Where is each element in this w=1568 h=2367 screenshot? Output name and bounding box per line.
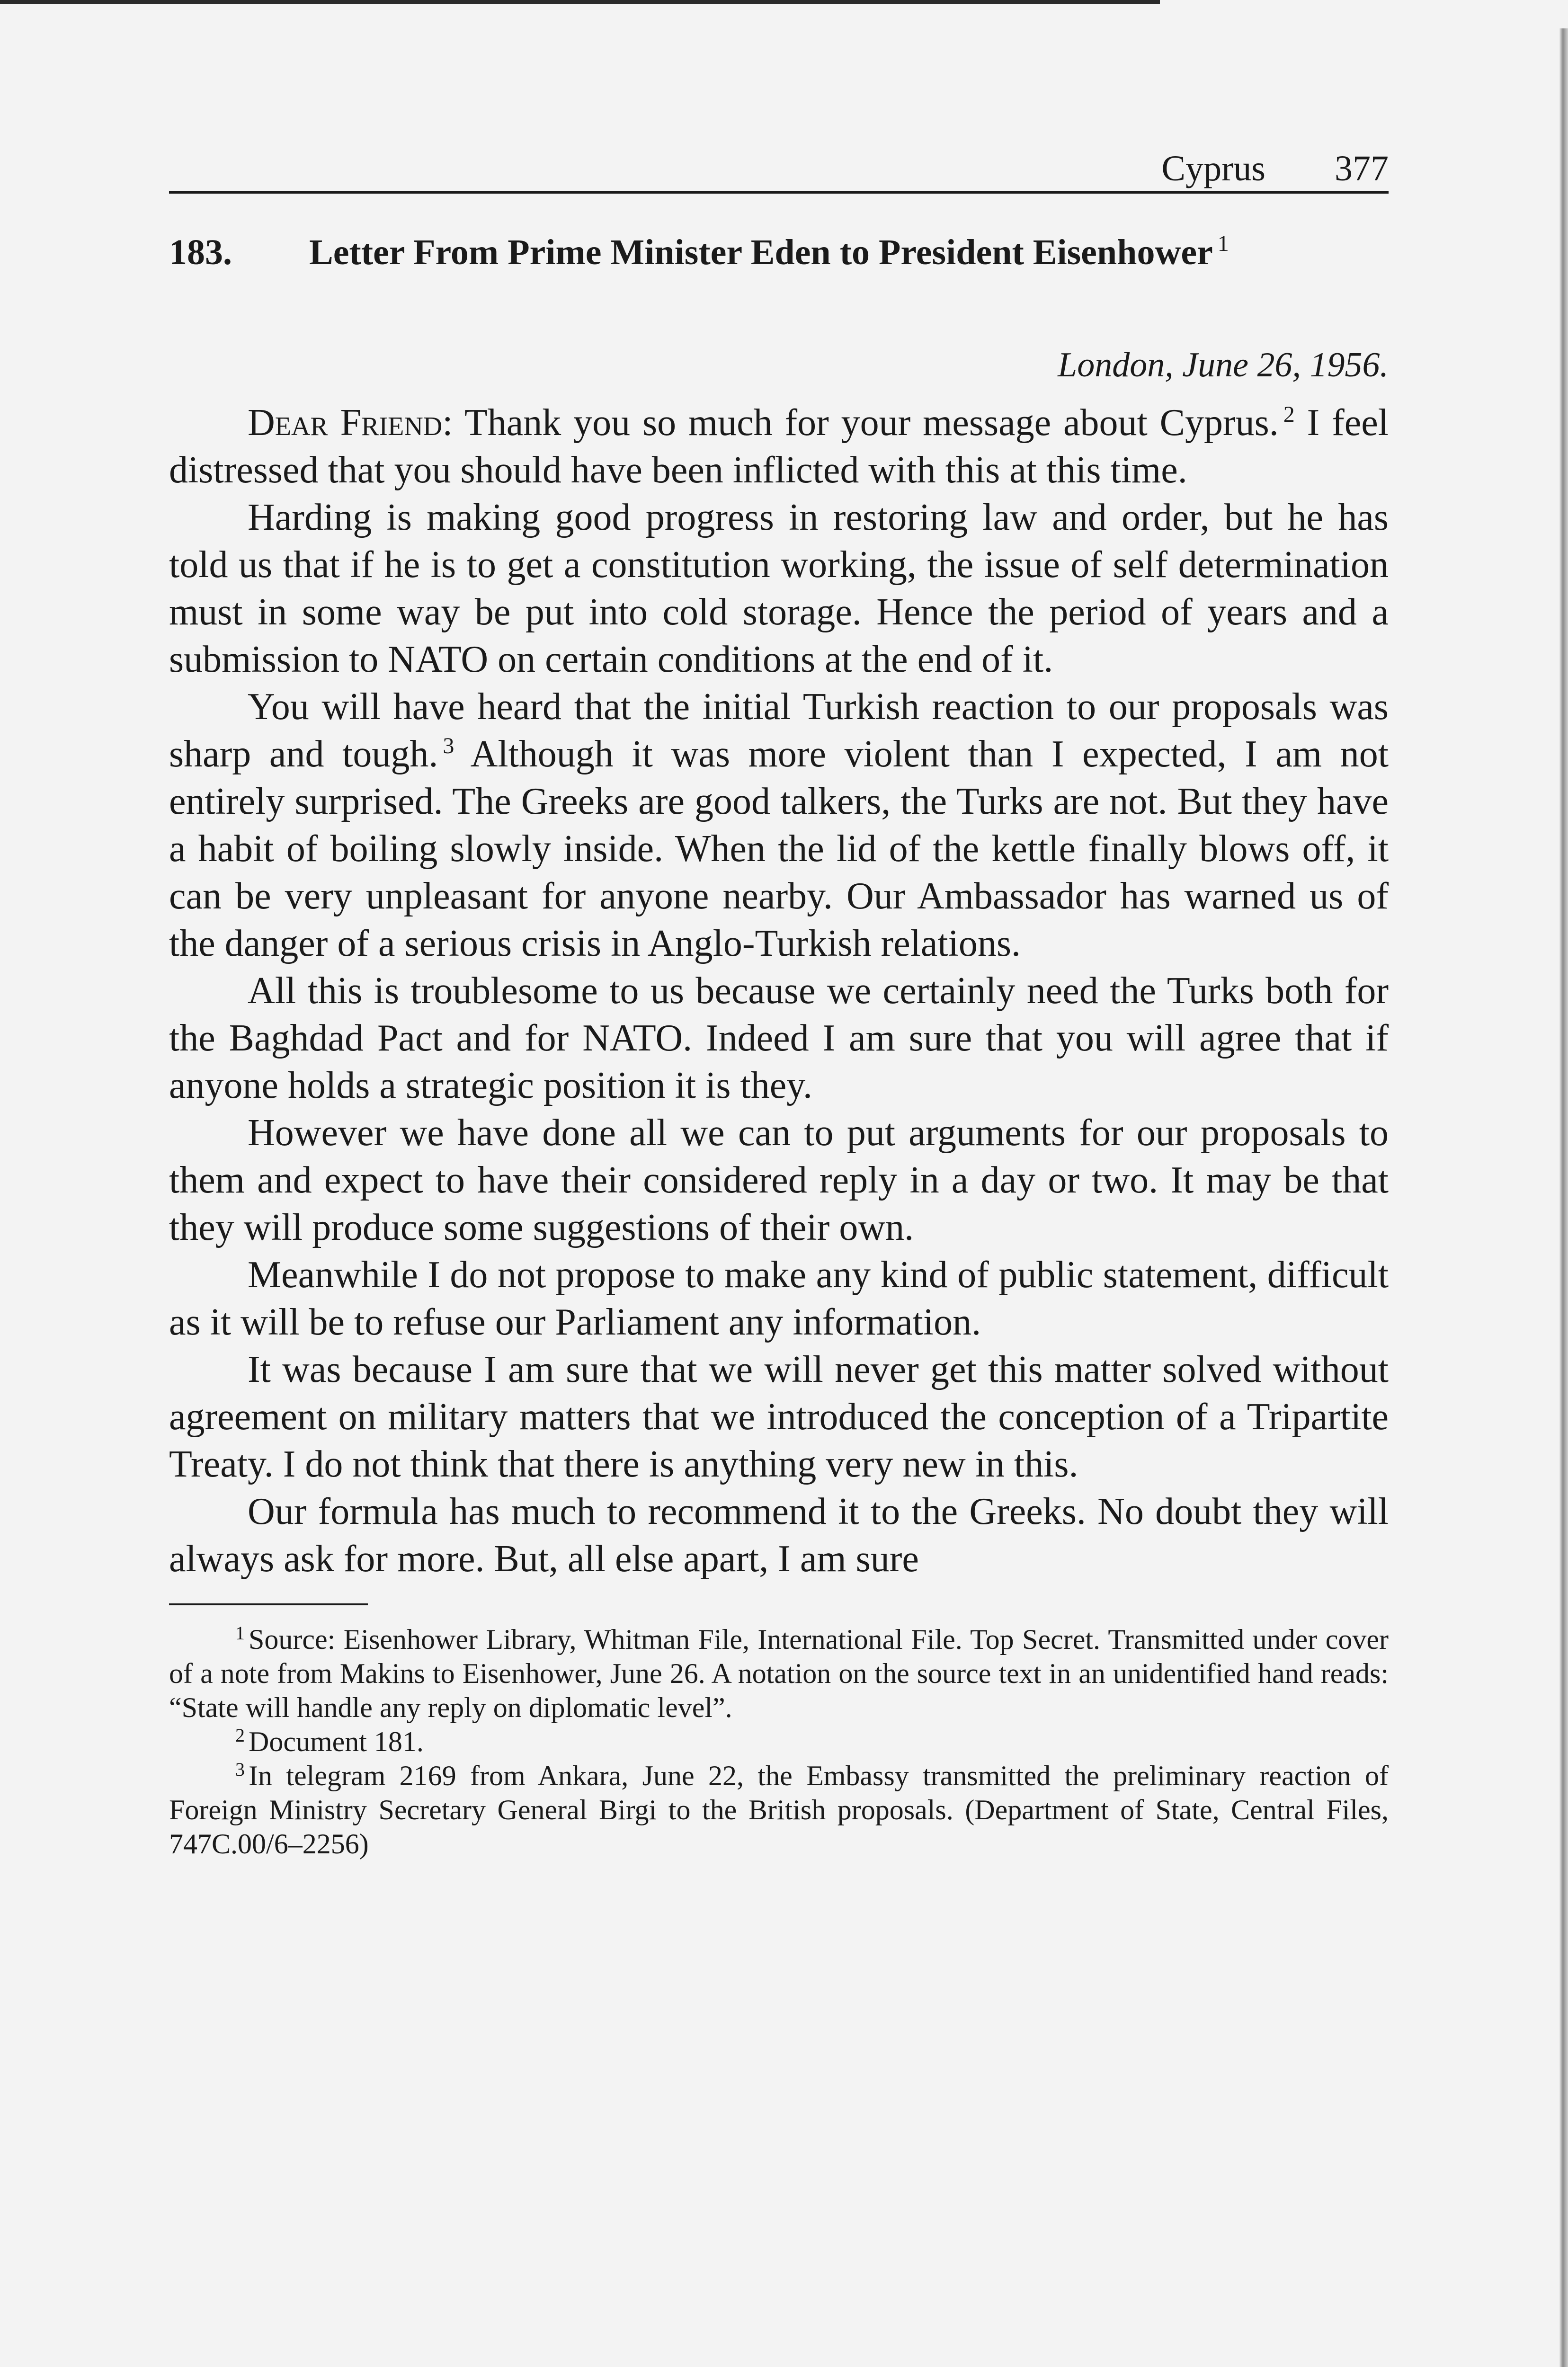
document-title: Letter From Prime Minister Eden to President Eisenhower	[309, 232, 1213, 272]
paragraph-1	[169, 399, 1389, 494]
footnote-mark-1: 1	[235, 1622, 245, 1644]
footnote-divider	[169, 1603, 368, 1605]
dateline: London, June 26, 1956.	[1058, 346, 1389, 384]
running-head	[169, 142, 1389, 194]
paragraph-1-text-a: Thank you so much for your message about Cyprus.	[464, 402, 1279, 444]
footnote-1	[169, 1622, 1389, 1725]
paragraph-3-text-b: Although it was more violent than I expected, I am not entirely surprised. The Greeks are good talkers, the Turks are not. But they have a habit of boiling slowly inside. When the lid of the kettle finally blows off, it can be very unpleasant for anyone nearby. Our Ambassador has warned us of the danger of a serious crisis in Anglo-Turkish relations.	[169, 733, 1389, 964]
footnote-mark-3: 3	[235, 1759, 245, 1780]
scan-top-edge	[0, 0, 1160, 4]
footnote-ref-3: 3	[443, 733, 454, 758]
paragraph-8: Our formula has much to recommend it to the Greeks. No doubt they will always ask for more. But, all else apart, I am sure	[169, 1491, 1389, 1580]
document-number: 183.	[169, 232, 232, 272]
running-head-title: Cyprus	[1161, 149, 1265, 188]
footnote-text-2: Document 181.	[249, 1726, 424, 1757]
footnote-2	[169, 1725, 1389, 1759]
footnotes	[169, 1622, 1389, 1861]
paragraph-2: Harding is making good progress in restoring law and order, but he has told us that if he is to get a constitution working, the issue of self determination must in some way be put into cold storage. Hence the period of years and a submission to NATO on certain conditions at the end of it.	[169, 497, 1389, 680]
footnote-mark-2: 2	[235, 1725, 245, 1746]
letter-body	[169, 399, 1389, 1583]
paragraph-1-text-b: I feel distressed that you should have been inflicted with this at this time.	[169, 402, 1389, 491]
document-title-block	[309, 229, 1389, 276]
salutation: Dear Friend:	[248, 402, 453, 444]
footnote-text-3: In telegram 2169 from Ankara, June 22, the Embassy transmitted the preliminary reaction of Foreign Ministry Secretary General Birgi to the British proposals. (Department of State, Central Files, 747C.00/6–2256)	[169, 1760, 1389, 1860]
scan-right-edge	[1559, 28, 1568, 2367]
footnote-ref-2: 2	[1283, 402, 1295, 427]
footnote-3	[169, 1759, 1389, 1861]
footnote-ref-1: 1	[1217, 231, 1229, 256]
paragraph-7: It was because I am sure that we will never get this matter solved without agreement on military matters that we introduced the conception of a Tripartite Treaty. I do not think that there is anything very new in this.	[169, 1349, 1389, 1485]
text-column	[169, 142, 1389, 1861]
document-heading	[169, 229, 1389, 276]
paragraph-6: Meanwhile I do not propose to make any kind of public statement, difficult as it will be to refuse our Parliament any information.	[169, 1254, 1389, 1343]
paragraph-5: However we have done all we can to put arguments for our proposals to them and expect to have their considered reply in a day or two. It may be that they will produce some suggestions of their own.	[169, 1112, 1389, 1248]
paragraph-4: All this is troublesome to us because we certainly need the Turks both for the Baghdad Pact and for NATO. Indeed I am sure that you will agree that if anyone holds a strategic position it is they.	[169, 970, 1389, 1106]
footnote-text-1: Source: Eisenhower Library, Whitman File, International File. Top Secret. Transmitted under cover of a note from Makins to Eisenhower, June 26. A notation on the source text in an unidentified hand reads: “State will handle any reply on diplomatic level”.	[169, 1624, 1389, 1723]
paragraph-3	[169, 683, 1389, 967]
page-number: 377	[1335, 149, 1389, 188]
paragraph-3-text-a: You will have heard that the initial Turkish reaction to our proposals was sharp and tough.	[169, 686, 1389, 775]
